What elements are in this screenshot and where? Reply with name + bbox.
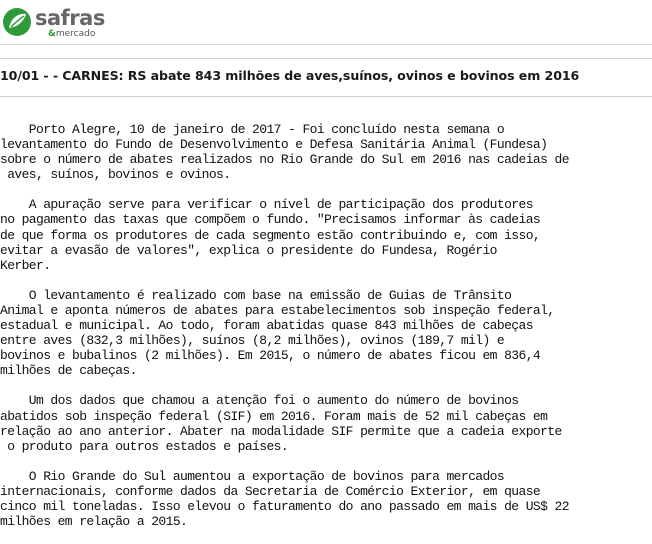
- paragraph-line: levantamento do Fundo de Desenvolvimento e Defesa Sanitária Animal (Fundesa): [0, 137, 548, 153]
- article-paragraph: [0, 469, 652, 529]
- paragraph-line: Kerber.: [0, 257, 51, 273]
- logo-subtitle: &mercado: [48, 29, 96, 39]
- paragraph-line: cinco mil toneladas. Isso elevou o faturamento do ano passado em mais de US$ 22: [0, 498, 569, 514]
- paragraph-line: milhões em relação a 2015.: [0, 514, 188, 530]
- paragraph-line: evitar a evasão de valores", explica o presidente do Fundesa, Rogério: [0, 242, 497, 258]
- paragraph-line: O levantamento é realizado com base na emissão de Guias de Trânsito: [0, 287, 512, 303]
- site-header: [0, 0, 652, 45]
- paragraph-line: estadual e municipal. Ao todo, foram abatidas quase 843 milhões de cabeças: [0, 318, 533, 334]
- paragraph-line: abatidos sob inspeção federal (SIF) em 2016. Foram mais de 52 mil cabeças em: [0, 408, 548, 424]
- paragraph-line: entre aves (832,3 milhões), suínos (8,2 milhões), ovinos (189,7 mil) e: [0, 333, 505, 349]
- paragraph-line: Porto Alegre, 10 de janeiro de 2017 - Foi concluído nesta semana o: [0, 122, 505, 137]
- headline-bottom-divider: [0, 96, 652, 97]
- safras-logo[interactable]: [2, 4, 132, 40]
- article-headline: 10/01 - - CARNES: RS abate 843 milhões de aves,suínos, ovinos e bovinos em 2016: [0, 68, 580, 83]
- paragraph-line: A apuração serve para verificar o nível de participação dos produtores: [0, 197, 533, 213]
- paragraph-line: Animal e aponta números de abates para estabelecimentos sob inspeção federal,: [0, 302, 555, 318]
- article-paragraph: [0, 288, 652, 379]
- article-paragraph: [0, 393, 652, 453]
- leaf-logo-icon: [2, 6, 32, 38]
- paragraph-line: O Rio Grande do Sul aumentou a exportação de bovinos para mercados: [0, 468, 505, 484]
- logo-wordmark: safras: [35, 6, 105, 30]
- paragraph-line: no pagamento das taxas que compõem o fundo. "Precisamos informar às cadeias: [0, 212, 541, 228]
- paragraph-line: sobre o número de abates realizados no Rio Grande do Sul em 2016 nas cadeias de: [0, 152, 569, 168]
- paragraph-line: milhões de cabeças.: [0, 363, 137, 379]
- headline-top-divider: [0, 58, 652, 59]
- paragraph-line: de que forma os produtores de cada segmento estão contribuindo e, com isso,: [0, 227, 541, 243]
- article-body: [0, 122, 652, 544]
- article-paragraph: [0, 122, 652, 182]
- paragraph-line: internacionais, conforme dados da Secretaria de Comércio Exterior, em quase: [0, 483, 541, 499]
- paragraph-line: aves, suínos, bovinos e ovinos.: [0, 167, 231, 183]
- paragraph-line: relação ao ano anterior. Abater na modalidade SIF permite que a cadeia exporte: [0, 423, 562, 439]
- paragraph-line: bovinos e bubalinos (2 milhões). Em 2015, o número de abates ficou em 836,4: [0, 348, 541, 364]
- paragraph-line: Um dos dados que chamou a atenção foi o aumento do número de bovinos: [0, 393, 519, 409]
- article-paragraph: [0, 197, 652, 272]
- paragraph-line: o produto para outros estados e países.: [0, 438, 289, 454]
